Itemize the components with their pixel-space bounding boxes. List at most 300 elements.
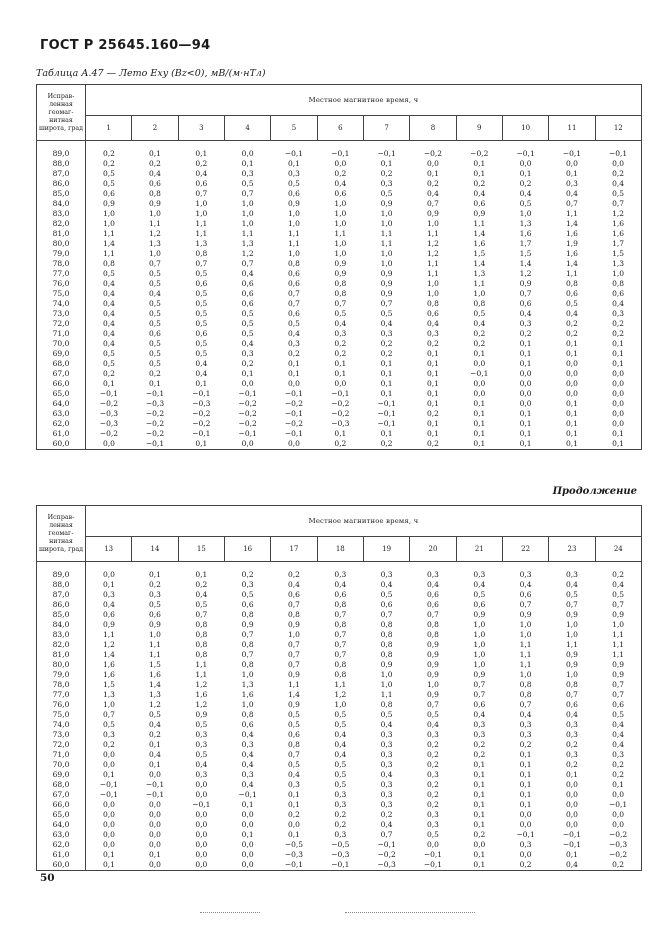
- hour-header: 12: [595, 116, 641, 141]
- value-cell: −0,3: [99, 419, 119, 428]
- value-cell: −0,2: [284, 399, 304, 408]
- value-cell: 1,0: [380, 219, 393, 228]
- value-cell: 0,3: [380, 179, 393, 188]
- value-cell: 0,4: [565, 309, 578, 318]
- value-cell: 0,1: [519, 419, 532, 428]
- value-cell: 0,4: [473, 580, 486, 589]
- value-cell: 1,4: [149, 680, 161, 689]
- value-cell: 0,0: [224, 439, 270, 450]
- value-cell: −0,1: [562, 840, 582, 849]
- value-cell: 0,6: [288, 730, 300, 739]
- value-cell: 0,9: [473, 610, 486, 619]
- value-cell: 0,1: [519, 760, 532, 769]
- value-cell: 0,2: [565, 740, 578, 749]
- value-cell: 0,2: [149, 159, 161, 168]
- value-cell: 0,0: [519, 820, 532, 829]
- value-cell: 0,5: [334, 780, 347, 789]
- value-cell: 1,1: [288, 239, 300, 248]
- value-cell: 1,2: [102, 640, 115, 649]
- value-cell: 1,0: [288, 249, 300, 258]
- value-cell: 1,0: [380, 670, 393, 679]
- value-cell: 0,3: [565, 720, 578, 729]
- value-cell: 0,4: [241, 269, 254, 278]
- value-cell: 0,6: [288, 279, 300, 288]
- value-cell: 0,1: [595, 429, 641, 439]
- table-row: [37, 660, 642, 670]
- latitude-column-header: Исправ-ленная геомаг-нитная широта, град: [37, 85, 86, 141]
- value-cell: 0,8: [380, 700, 393, 709]
- value-cell: 0,0: [473, 389, 486, 398]
- value-cell: 0,1: [565, 409, 578, 418]
- hour-header: 22: [502, 537, 548, 562]
- value-cell: 0,1: [149, 760, 161, 769]
- value-cell: 0,2: [426, 339, 439, 348]
- value-cell: −0,2: [238, 419, 257, 428]
- value-cell: 0,0: [473, 379, 486, 388]
- value-cell: 0,3: [380, 790, 393, 799]
- value-cell: 0,3: [519, 319, 532, 328]
- hour-header: 10: [502, 116, 548, 141]
- value-cell: 0,5: [195, 269, 208, 278]
- value-cell: 1,0: [380, 249, 393, 258]
- hour-header: 7: [363, 116, 409, 141]
- hour-header: 11: [549, 116, 595, 141]
- value-cell: 1,6: [102, 670, 115, 679]
- latitude-cell: 76,0: [37, 700, 86, 710]
- table-row: [37, 349, 642, 359]
- value-cell: 0,1: [241, 369, 254, 378]
- table-row: [37, 369, 642, 379]
- value-cell: 1,3: [595, 259, 641, 269]
- value-cell: −0,2: [377, 850, 396, 859]
- value-cell: 0,4: [380, 820, 393, 829]
- latitude-cell: 70,0: [37, 339, 86, 349]
- value-cell: 0,8: [195, 620, 208, 629]
- value-cell: 0,4: [334, 740, 347, 749]
- latitude-cell: 63,0: [37, 409, 86, 419]
- value-cell: 1,0: [102, 700, 115, 709]
- value-cell: 0,7: [426, 700, 439, 709]
- value-cell: 0,5: [426, 710, 439, 719]
- value-cell: 0,0: [149, 770, 161, 779]
- latitude-cell: 69,0: [37, 770, 86, 780]
- value-cell: 0,0: [565, 810, 578, 819]
- value-cell: 0,1: [149, 379, 161, 388]
- value-cell: 0,4: [102, 279, 115, 288]
- value-cell: 0,7: [195, 259, 208, 268]
- value-cell: 0,7: [595, 680, 641, 690]
- value-cell: 0,1: [426, 359, 439, 368]
- value-cell: −0,1: [238, 429, 257, 438]
- value-cell: 0,7: [241, 259, 254, 268]
- value-cell: −0,1: [317, 860, 363, 871]
- table-row: [37, 359, 642, 369]
- value-cell: 0,5: [241, 319, 254, 328]
- value-cell: 0,1: [334, 369, 347, 378]
- value-cell: 0,3: [473, 570, 486, 579]
- latitude-cell: 83,0: [37, 630, 86, 640]
- value-cell: 0,1: [195, 379, 208, 388]
- value-cell: −0,2: [595, 850, 641, 860]
- latitude-cell: 60,0: [37, 860, 86, 871]
- table-row: [37, 562, 642, 581]
- hour-header: 8: [410, 116, 456, 141]
- value-cell: 0,8: [102, 259, 115, 268]
- value-cell: 1,2: [334, 690, 347, 699]
- value-cell: 1,0: [565, 630, 578, 639]
- latitude-cell: 72,0: [37, 740, 86, 750]
- table-row: [37, 620, 642, 630]
- value-cell: 0,1: [380, 379, 393, 388]
- value-cell: 0,1: [380, 159, 393, 168]
- value-cell: 0,6: [595, 289, 641, 299]
- table-row: [37, 279, 642, 289]
- value-cell: 0,2: [149, 730, 161, 739]
- value-cell: 0,5: [380, 309, 393, 318]
- value-cell: 1,4: [519, 259, 532, 268]
- value-cell: 0,3: [288, 169, 300, 178]
- value-cell: 0,1: [178, 439, 224, 450]
- value-cell: 0,7: [595, 690, 641, 700]
- value-cell: 0,1: [426, 369, 439, 378]
- value-cell: 0,5: [241, 309, 254, 318]
- latitude-cell: 84,0: [37, 199, 86, 209]
- value-cell: 0,8: [195, 650, 208, 659]
- value-cell: 0,2: [317, 439, 363, 450]
- value-cell: 0,8: [565, 680, 578, 689]
- value-cell: −0,1: [331, 389, 350, 398]
- latitude-cell: 86,0: [37, 600, 86, 610]
- value-cell: 0,4: [380, 720, 393, 729]
- value-cell: 0,0: [178, 860, 224, 871]
- table-row: [37, 249, 642, 259]
- value-cell: 0,2: [595, 562, 641, 581]
- value-cell: 0,4: [334, 750, 347, 759]
- value-cell: 0,4: [241, 730, 254, 739]
- value-cell: 0,0: [102, 800, 115, 809]
- value-cell: 1,0: [241, 209, 254, 218]
- value-cell: −0,1: [377, 419, 396, 428]
- value-cell: 0,8: [565, 279, 578, 288]
- value-cell: 0,3: [426, 820, 439, 829]
- value-cell: 0,7: [241, 189, 254, 198]
- value-cell: 0,9: [380, 289, 393, 298]
- table-row: [37, 299, 642, 309]
- value-cell: 1,1: [426, 259, 439, 268]
- value-cell: 1,0: [519, 620, 532, 629]
- value-cell: 0,2: [149, 369, 161, 378]
- value-cell: 1,0: [149, 209, 161, 218]
- value-cell: 0,5: [102, 349, 115, 358]
- value-cell: −0,1: [192, 429, 211, 438]
- value-cell: 0,2: [102, 740, 115, 749]
- value-cell: 0,5: [565, 299, 578, 308]
- value-cell: 0,8: [149, 189, 161, 198]
- value-cell: 1,0: [473, 640, 486, 649]
- latitude-cell: 82,0: [37, 640, 86, 650]
- latitude-cell: 79,0: [37, 249, 86, 259]
- value-cell: 0,1: [595, 780, 641, 790]
- value-cell: 0,5: [565, 590, 578, 599]
- value-cell: 0,7: [334, 610, 347, 619]
- value-cell: 0,2: [519, 179, 532, 188]
- value-cell: 0,3: [195, 740, 208, 749]
- value-cell: 0,6: [241, 600, 254, 609]
- value-cell: 0,8: [334, 279, 347, 288]
- value-cell: −0,2: [145, 409, 165, 418]
- value-cell: 0,5: [149, 710, 161, 719]
- latitude-cell: 71,0: [37, 329, 86, 339]
- value-cell: 1,4: [102, 650, 115, 659]
- latitude-cell: 80,0: [37, 239, 86, 249]
- value-cell: 0,1: [473, 790, 486, 799]
- value-cell: 0,4: [149, 720, 161, 729]
- continuation-label: Продолжение: [552, 486, 637, 497]
- value-cell: 0,1: [456, 439, 502, 450]
- table-row: [37, 429, 642, 439]
- value-cell: 0,5: [102, 720, 115, 729]
- value-cell: 0,7: [288, 640, 300, 649]
- value-cell: 0,9: [149, 620, 161, 629]
- value-cell: 0,4: [380, 770, 393, 779]
- value-cell: 1,0: [334, 219, 347, 228]
- value-cell: 0,0: [132, 860, 178, 871]
- value-cell: 1,6: [565, 229, 578, 238]
- value-cell: 0,2: [426, 760, 439, 769]
- value-cell: 0,4: [288, 329, 300, 338]
- value-cell: −0,1: [99, 389, 119, 398]
- latitude-cell: 77,0: [37, 269, 86, 279]
- value-cell: 0,4: [102, 289, 115, 298]
- latitude-cell: 70,0: [37, 760, 86, 770]
- value-cell: 1,0: [595, 269, 641, 279]
- table-row: [37, 329, 642, 339]
- value-cell: 0,1: [565, 419, 578, 428]
- value-cell: 0,9: [380, 279, 393, 288]
- value-cell: 0,1: [519, 780, 532, 789]
- value-cell: 1,6: [519, 229, 532, 238]
- value-cell: −0,2: [423, 149, 443, 158]
- value-cell: 0,4: [380, 580, 393, 589]
- value-cell: 0,0: [149, 840, 161, 849]
- value-cell: 0,0: [565, 159, 578, 168]
- value-cell: 0,6: [426, 590, 439, 599]
- value-cell: 0,7: [595, 199, 641, 209]
- value-cell: 1,1: [595, 630, 641, 640]
- value-cell: 0,2: [380, 349, 393, 358]
- value-cell: 0,2: [426, 409, 439, 418]
- table-row: [37, 640, 642, 650]
- table-row: [37, 760, 642, 770]
- table-row: [37, 840, 642, 850]
- value-cell: 0,8: [426, 620, 439, 629]
- value-cell: 0,4: [426, 720, 439, 729]
- value-cell: 0,5: [195, 309, 208, 318]
- value-cell: 1,1: [334, 680, 347, 689]
- value-cell: 0,5: [288, 760, 300, 769]
- table-row: [37, 409, 642, 419]
- value-cell: 0,2: [473, 740, 486, 749]
- value-cell: 0,3: [288, 339, 300, 348]
- value-cell: 0,0: [241, 840, 254, 849]
- value-cell: 0,2: [195, 580, 208, 589]
- value-cell: 0,4: [241, 339, 254, 348]
- value-cell: 0,2: [241, 359, 254, 368]
- value-cell: 0,3: [102, 730, 115, 739]
- value-cell: 1,1: [149, 219, 161, 228]
- value-cell: 0,1: [473, 399, 486, 408]
- value-cell: 0,6: [288, 189, 300, 198]
- value-cell: 0,3: [241, 169, 254, 178]
- value-cell: 0,2: [595, 329, 641, 339]
- value-cell: 0,3: [473, 730, 486, 739]
- value-cell: 1,3: [519, 219, 532, 228]
- value-cell: 0,0: [102, 840, 115, 849]
- value-cell: 0,0: [102, 570, 115, 579]
- value-cell: −0,2: [238, 399, 257, 408]
- value-cell: 0,6: [195, 279, 208, 288]
- value-cell: 1,0: [334, 199, 347, 208]
- value-cell: 0,8: [334, 620, 347, 629]
- value-cell: 0,3: [426, 730, 439, 739]
- value-cell: 1,1: [195, 219, 208, 228]
- value-cell: −0,2: [238, 409, 257, 418]
- value-cell: −0,1: [423, 850, 443, 859]
- latitude-cell: 60,0: [37, 439, 86, 450]
- value-cell: 0,4: [102, 600, 115, 609]
- value-cell: 0,0: [334, 159, 347, 168]
- value-cell: −0,1: [377, 409, 396, 418]
- value-cell: −0,1: [284, 409, 304, 418]
- value-cell: 0,5: [195, 720, 208, 729]
- value-cell: 1,1: [426, 269, 439, 278]
- value-cell: 0,5: [149, 269, 161, 278]
- value-cell: 1,5: [102, 680, 115, 689]
- value-cell: 0,4: [549, 860, 595, 871]
- value-cell: −0,5: [284, 840, 304, 849]
- value-cell: 1,4: [565, 219, 578, 228]
- value-cell: 0,1: [473, 780, 486, 789]
- value-cell: 0,7: [288, 650, 300, 659]
- value-cell: 0,8: [380, 650, 393, 659]
- value-cell: 1,0: [426, 680, 439, 689]
- value-cell: 0,8: [195, 630, 208, 639]
- value-cell: 1,0: [102, 219, 115, 228]
- value-cell: 0,1: [519, 169, 532, 178]
- value-cell: 0,5: [102, 179, 115, 188]
- value-cell: 0,1: [565, 770, 578, 779]
- value-cell: 0,0: [195, 830, 208, 839]
- value-cell: 0,1: [380, 369, 393, 378]
- value-cell: 1,0: [473, 289, 486, 298]
- value-cell: 0,0: [288, 820, 300, 829]
- value-cell: 0,6: [473, 600, 486, 609]
- value-cell: 0,4: [595, 720, 641, 730]
- value-cell: 0,9: [473, 209, 486, 218]
- value-cell: 0,4: [595, 740, 641, 750]
- value-cell: 0,9: [380, 269, 393, 278]
- value-cell: 1,0: [426, 279, 439, 288]
- value-cell: 0,2: [565, 319, 578, 328]
- value-cell: 0,7: [288, 750, 300, 759]
- value-cell: 1,1: [565, 209, 578, 218]
- value-cell: 0,0: [595, 159, 641, 169]
- value-cell: 0,0: [565, 369, 578, 378]
- value-cell: 0,0: [241, 149, 254, 158]
- value-cell: 1,3: [241, 680, 254, 689]
- value-cell: 0,4: [334, 319, 347, 328]
- value-cell: 1,3: [102, 690, 115, 699]
- value-cell: 1,0: [241, 199, 254, 208]
- latitude-cell: 68,0: [37, 359, 86, 369]
- value-cell: 0,8: [519, 690, 532, 699]
- value-cell: −0,1: [132, 439, 178, 450]
- value-cell: 0,1: [473, 810, 486, 819]
- value-cell: 0,7: [473, 690, 486, 699]
- table-row: [37, 750, 642, 760]
- value-cell: 0,5: [195, 600, 208, 609]
- value-cell: 0,2: [473, 339, 486, 348]
- value-cell: 0,3: [473, 720, 486, 729]
- table-row: [37, 419, 642, 429]
- value-cell: 1,2: [195, 700, 208, 709]
- latitude-cell: 86,0: [37, 179, 86, 189]
- value-cell: 0,2: [334, 349, 347, 358]
- value-cell: 1,2: [426, 239, 439, 248]
- value-cell: 0,1: [519, 800, 532, 809]
- value-cell: 0,0: [102, 750, 115, 759]
- value-cell: 0,9: [565, 650, 578, 659]
- value-cell: 0,0: [224, 860, 270, 871]
- hour-header: 2: [132, 116, 178, 141]
- value-cell: 1,1: [519, 640, 532, 649]
- value-cell: 1,5: [473, 249, 486, 258]
- value-cell: 0,4: [565, 189, 578, 198]
- value-cell: 0,2: [288, 810, 300, 819]
- table-row: [37, 289, 642, 299]
- value-cell: −0,2: [595, 830, 641, 840]
- value-cell: 1,3: [149, 239, 161, 248]
- value-cell: 0,7: [519, 700, 532, 709]
- value-cell: −0,1: [595, 141, 641, 160]
- value-cell: 0,6: [195, 329, 208, 338]
- value-cell: 0,1: [519, 770, 532, 779]
- latitude-cell: 75,0: [37, 289, 86, 299]
- latitude-cell: 73,0: [37, 730, 86, 740]
- value-cell: 0,0: [102, 810, 115, 819]
- hour-header: 14: [132, 537, 178, 562]
- value-cell: 0,0: [195, 820, 208, 829]
- value-cell: 0,5: [241, 179, 254, 188]
- latitude-cell: 84,0: [37, 620, 86, 630]
- value-cell: 0,2: [595, 860, 641, 871]
- value-cell: 1,2: [149, 229, 161, 238]
- value-cell: 0,1: [473, 159, 486, 168]
- value-cell: 1,4: [473, 259, 486, 268]
- value-cell: 0,7: [565, 199, 578, 208]
- value-cell: −0,3: [284, 850, 304, 859]
- value-cell: 0,9: [426, 650, 439, 659]
- table-row: [37, 219, 642, 229]
- hour-header: 15: [178, 537, 224, 562]
- latitude-cell: 83,0: [37, 209, 86, 219]
- value-cell: 0,1: [334, 429, 347, 438]
- latitude-cell: 65,0: [37, 810, 86, 820]
- value-cell: 0,2: [380, 169, 393, 178]
- value-cell: 1,1: [380, 239, 393, 248]
- value-cell: 0,4: [519, 309, 532, 318]
- value-cell: 0,5: [102, 269, 115, 278]
